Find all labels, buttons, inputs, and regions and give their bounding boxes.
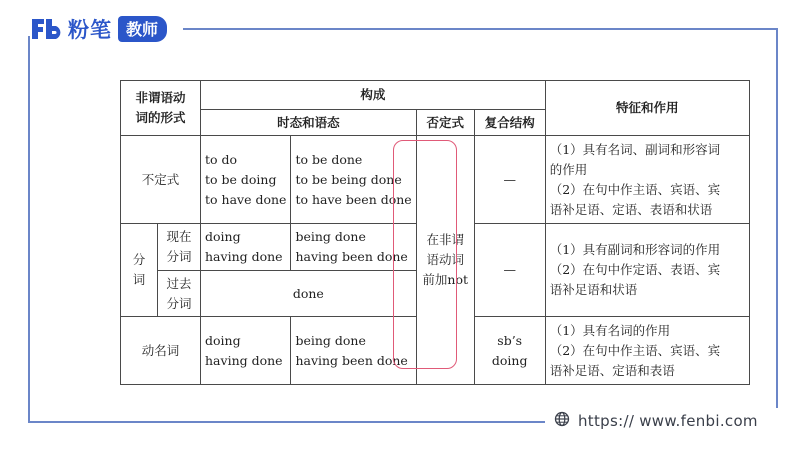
gerund-active: doing having done <box>201 317 291 385</box>
gerund-features: （1）具有名词的作用 （2）在句中作主语、宾语、宾 语补足语、定语和表语 <box>545 317 749 385</box>
present-participle-name: 现在 分词 <box>158 224 201 271</box>
infinitive-features: （1）具有名词、副词和形容词 的作用 （2）在句中作主语、宾语、宾 语补足语、定语、表语和状语 <box>545 136 749 224</box>
header-composition: 构成 <box>201 81 546 110</box>
infinitive-active-forms: to do to be doing to have done <box>201 136 291 224</box>
footer-url-text[interactable]: https:// www.fenbi.com <box>578 412 758 430</box>
participle-features: （1）具有副词和形容词的作用 （2）在句中作定语、表语、宾 语补足语和状语 <box>545 224 749 317</box>
frame-left-line <box>28 36 30 421</box>
brand-badge: 教师 <box>118 16 167 42</box>
row-participle-name: 分 词 <box>121 224 158 317</box>
participle-compound: — <box>474 224 545 317</box>
present-participle-active: doing having done <box>201 224 291 271</box>
header-compound: 复合结构 <box>474 110 545 136</box>
present-participle-passive: being done having been done <box>291 224 416 271</box>
header-tense-voice: 时态和语态 <box>201 110 417 136</box>
gerund-passive: being done having been done <box>291 317 416 385</box>
frame-bottom-line <box>28 421 545 423</box>
header-form: 非谓语动 词的形式 <box>121 81 201 136</box>
frame-top-line <box>183 28 777 30</box>
footer-url[interactable] <box>554 409 758 433</box>
fenbi-logo <box>30 14 167 44</box>
infinitive-compound: — <box>474 136 545 224</box>
gerund-compound: sb’s doing <box>474 317 545 385</box>
fenbi-fb-icon <box>30 16 64 42</box>
negation-note: 在非谓 语动词 前加not <box>416 136 474 385</box>
non-finite-verb-table <box>120 80 750 385</box>
past-participle-name: 过去 分词 <box>158 271 201 317</box>
row-infinitive-name: 不定式 <box>121 136 201 224</box>
infinitive-passive-forms: to be done to be being done to have been done <box>291 136 416 224</box>
row-gerund-name: 动名词 <box>121 317 201 385</box>
globe-icon <box>554 411 570 431</box>
header-features: 特征和作用 <box>545 81 749 136</box>
past-participle-form: done <box>201 271 417 317</box>
frame-right-line <box>776 28 778 408</box>
brand-name: 粉笔 <box>68 18 112 42</box>
header-negation: 否定式 <box>416 110 474 136</box>
